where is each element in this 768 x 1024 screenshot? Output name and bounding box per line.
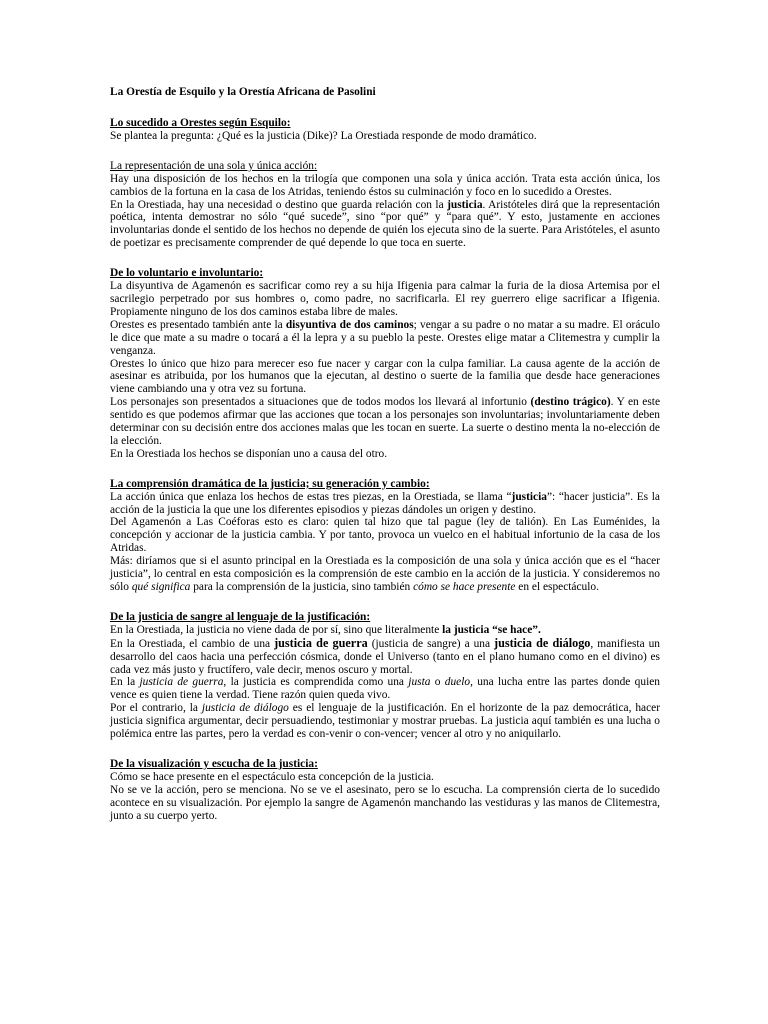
paragraph: Orestes es presentado también ante la disyuntiva de dos caminos; vengar a su padre o no matar a su madre. El oráculo le dice que mate a su madre o tocará a él la lepra y a su pueblo la peste. Orestes elige matar a Clitemestra y cumplir la venganza.: [110, 318, 660, 357]
paragraph: La disyuntiva de Agamenón es sacrificar como rey a su hija Ifigenia para calmar la furia de la diosa Artemisa por el sacrilegio perpetrado por sus hombres o, como padre, no sacrificarla. El rey guerrero elige sacrificar a Ifigenia. Propiamente ninguno de los dos caminos estaba libre de males.: [110, 280, 660, 318]
paragraph: Más: diríamos que si el asunto principal en la Orestiada es la composición de una sola y única acción que es el “hacer justicia”, lo central en esta composición es la comprensión de este cambio en la acción de la justicia. Y consideremos no sólo qué significa para la comprensión de la justicia, sino también cómo se hace presente en el espectáculo.: [110, 555, 660, 593]
paragraph: En la Orestiada, la justicia no viene dada de por sí, sino que literalmente la justicia “se hace”.: [110, 623, 541, 636]
section-justicia-sangre: [110, 611, 660, 741]
paragraph: En la Orestiada los hechos se disponían uno a causa del otro.: [110, 447, 388, 460]
paragraph: La acción única que enlaza los hechos de estas tres piezas, en la Orestiada, se llama “justicia”: “hacer justicia”. Es la acción de la justicia la que une los diferentes episodios y piezas dándoles un origen y destino.: [110, 490, 660, 516]
paragraph: Del Agamenón a Las Coéforas esto es claro: quien tal hizo que tal pague (ley de talión). En Las Euménides, la concepción y accionar de la justicia cambia. Y por tanto, provoca un vuelco en el habitual infortunio de la casa de los Atridas.: [110, 516, 660, 555]
paragraph: Se plantea la pregunta: ¿Qué es la justicia (Dike)? La Orestiada responde de modo dramático.: [110, 129, 537, 142]
paragraph: Cómo se hace presente en el espectáculo esta concepción de la justicia.: [110, 770, 434, 783]
paragraph: En la justicia de guerra, la justicia es comprendida como una justa o duelo, una lucha entre las partes donde quien vence es quien tiene la verdad. Tiene razón quien queda vivo.: [110, 676, 660, 702]
section-lo-sucedido: [110, 117, 660, 143]
document-title: La Orestía de Esquilo y la Orestía Africana de Pasolini: [110, 86, 376, 98]
paragraph: Por el contrario, la justicia de diálogo es el lenguaje de la justificación. En el horizonte de la paz democrática, hacer justicia significa argumentar, decir persuadiendo, testimoniar y mostrar pruebas. La justicia aquí también es una lucha o polémica entre las partes, pero la verdad es con-venir o con-vencer; vencer al otro y no aniquilarlo.: [110, 702, 660, 741]
section-voluntario: [110, 267, 660, 461]
paragraph: Orestes lo único que hizo para merecer eso fue nacer y cargar con la culpa familiar. La causa agente de la acción de asesinar es atribuida, por los humanos que la ejecutan, al destino o suerte de la familia que desde hace generaciones viene cambiando una y otra vez su fortuna.: [110, 357, 660, 396]
section-comprension: [110, 478, 660, 594]
section-visualizacion: [110, 758, 660, 823]
section-heading: Lo sucedido a Orestes según Esquilo:: [110, 117, 291, 129]
paragraph: Hay una disposición de los hechos en la trilogía que componen una sola y única acción. Trata esta acción única, los cambios de la fortuna en la casa de los Atridas, teniendo éstos su culminación y foco en lo sucedido a Orestes.: [110, 172, 660, 198]
section-heading: La comprensión dramática de la justicia; su generación y cambio:: [110, 477, 430, 490]
paragraph: No se ve la acción, pero se menciona. No se ve el asesinato, pero se lo escucha. La comprensión cierta de lo sucedido acontece en su visualización. Por ejemplo la sangre de Agamenón manchando las vestiduras y las manos de Clitemestra, junto a su cuerpo yerto.: [110, 783, 660, 822]
paragraph: En la Orestiada, el cambio de una justicia de guerra (justicia de sangre) a una justicia de diálogo, manifiesta un desarrollo del caos hacia una perfección cósmica, donde el Universo (tanto en el plano humano como en el divino) es cada vez más justo y fructífero, vale decir, menos oscuro y mortal.: [110, 635, 661, 676]
section-heading: De lo voluntario e involuntario:: [110, 267, 264, 280]
section-heading: De la visualización y escucha de la justicia:: [110, 757, 318, 770]
section-heading: De la justicia de sangre al lenguaje de la justificación:: [110, 610, 371, 623]
section-heading: La representación de una sola y única acción:: [110, 159, 318, 172]
paragraph: En la Orestiada, hay una necesidad o destino que guarda relación con la justicia. Aristóteles dirá que la representación poética, intenta demostrar no sólo “qué sucede”, sino “por qué” y “para qué”. Y esto, justamente en acciones involuntarias donde el sentido de los hechos no depende de quién los ejecuta sino de la suerte. Para Aristóteles, el asunto de poetizar es precisamente comprender de qué depende lo que toca en suerte.: [110, 198, 660, 250]
section-representacion: [110, 160, 660, 250]
document-body: [110, 86, 660, 823]
paragraph: Los personajes son presentados a situaciones que de todos modos los llevará al infortunio (destino trágico). Y en este sentido es que podemos afirmar que las acciones que tocan a los personajes son involuntarias; involuntariamente deben determinar con su decisión entre dos acciones malas que les tocan en suerte. La suerte o destino menta la no-elección de la elección.: [110, 396, 660, 447]
